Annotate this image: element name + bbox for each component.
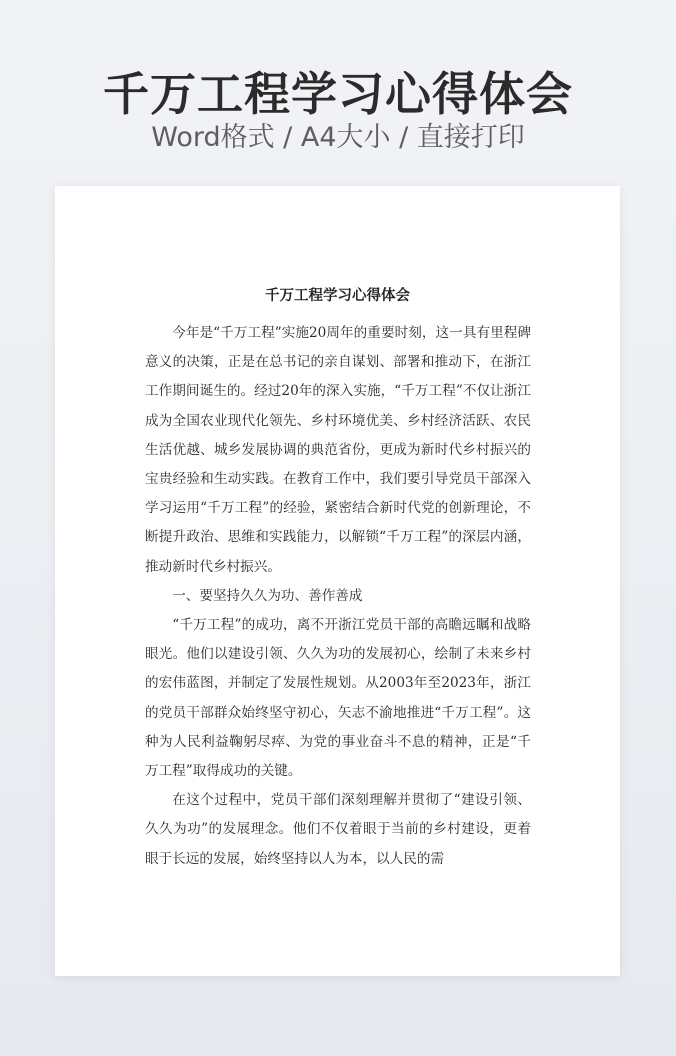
banner-title: 千万工程学习心得体会 bbox=[103, 67, 573, 121]
section-heading: 一、要坚持久久为功、善作善成 bbox=[172, 587, 363, 604]
document-page bbox=[55, 186, 620, 976]
paragraph-section-1: “千万工程”的成功，离不开浙江党员干部的高瞻远瞩和战略眼光。他们以建设引领、久久为功的发展初心，绘制了未来乡村的宏伟蓝图，并制定了发展性规划。从2003年至2023年，浙江的党员干部群众始终坚守初心，矢志不渝地推进“千万工程”。这种为人民利益鞠躬尽瘁、为党的事业奋斗不息的精神，正是“千万工程”取得成功的关键。 bbox=[145, 617, 531, 780]
paragraph-section-2: 在这个过程中，党员干部们深刻理解并贯彻了“建设引领、久久为功”的发展理念。他们不仅着眼于当前的乡村建设，更着眼于长远的发展，始终坚持以人为本，以人民的需 bbox=[145, 792, 531, 867]
document-title: 千万工程学习心得体会 bbox=[265, 287, 410, 304]
paragraph-intro: 今年是“千万工程”实施20周年的重要时刻，这一具有里程碑意义的决策，正是在总书记的亲自谋划、部署和推动下，在浙江工作期间诞生的。经过20年的深入实施，“千万工程”不仅让浙江成为全国农业现代化领先、乡村环境优美、乡村经济活跃、农民生活优越、城乡发展协调的典范省份，更成为新时代乡村振兴的宝贵经验和生动实践。在教育工作中，我们要引导党员干部深入学习运用“千万工程”的经验，紧密结合新时代党的创新理论，不断提升政治、思维和实践能力，以解锁“千万工程”的深层内涵，推动新时代乡村振兴。 bbox=[145, 325, 531, 575]
banner-subtitle: Word格式 / A4大小 / 直接打印 bbox=[151, 122, 525, 153]
document-body bbox=[145, 319, 531, 874]
